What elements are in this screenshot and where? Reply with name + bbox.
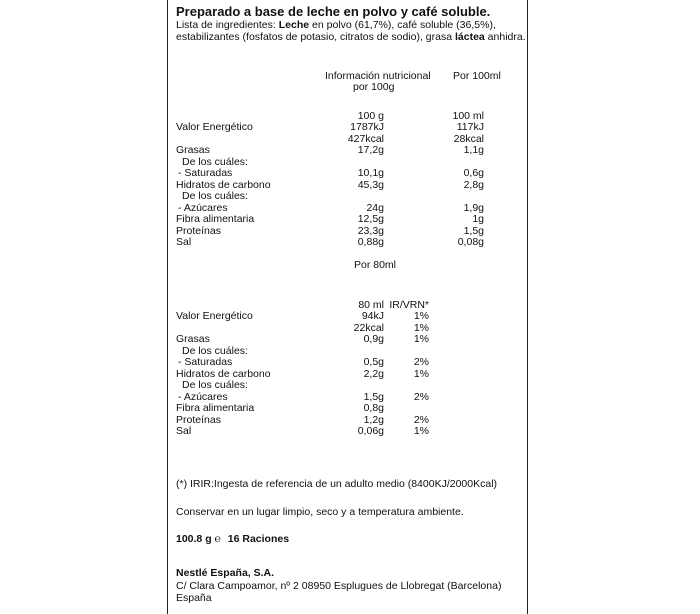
table100-head-info-2: por 100g [353,81,395,93]
table80-row-value-b: 2% [413,356,429,368]
company-address: C/ Clara Campoamor, nº 2 08950 Esplugues de Llobregat (Barcelona) [176,580,502,592]
table100-row-value-b: 1,9g [463,201,484,214]
table80-row-label: De los cuáles: [182,379,248,391]
table100-head-info-1: Información nutricional [325,70,431,82]
table100-row-value-b: 0,08g [457,236,484,248]
table80-row-label: Sal [176,425,192,437]
table100-row-label: De los cuáles: [182,190,248,202]
table100-col-b-header: 100 ml [452,110,484,122]
servings: 16 Raciones [227,533,290,545]
table80-row-value-a: 0,06g [357,425,384,437]
table80-row-value-a: 94kJ [361,310,384,322]
table100-row-label: Sal [176,236,192,248]
table80-row-value-a: 0,5g [363,356,384,368]
ingredient-milk: Leche [278,19,310,31]
table100-row-label: Valor Energético [176,121,253,133]
ingredient-milkfat: láctea [454,31,485,43]
ingredients-line2-b: anhidra. [484,31,526,43]
table100-row-value-a: 427kcal [347,132,384,145]
table100-row-value-a: 24g [366,201,384,214]
company-name: Nestlé España, S.A. [176,567,275,579]
table80-row-value-b: 1% [413,367,429,380]
table100-head-per: Por 100ml [453,70,501,82]
storage-instructions: Conservar en un lugar limpio, seco y a temperatura ambiente. [176,506,464,518]
table100-row-value-a: 1787kJ [350,121,384,133]
table100-row-value-a: 10,1g [357,167,384,179]
table80-row-value-b: 2% [413,413,429,426]
table100-row-value-a: 17,2g [357,144,384,156]
table80-row-value-a: 22kcal [353,321,384,334]
ingredients-mid: en polvo (61,7%), café soluble (36,5%), [309,19,496,31]
table100-row-value-b: 1,1g [463,144,484,156]
table80-row-label: Fibra alimentaria [176,402,255,414]
net-weight: 100.8 g [176,533,212,545]
table100-row-value-b: 2,8g [463,178,484,191]
footnote: (*) IRIR:Ingesta de referencia de un adulto medio (8400KJ/2000Kcal) [176,478,498,490]
table100-row-value-a: 23,3g [357,224,384,237]
table100-row-label: De los cuáles: [182,155,248,168]
table80-row-value-a: 0,8g [363,402,384,414]
table100-row-label: - Azúcares [178,201,228,214]
nutrition-label [167,0,528,614]
table100-row-label: Grasas [176,144,210,156]
table80-col-b-header: IR/VRN* [389,299,429,311]
table80-row-value-b: 2% [413,390,429,403]
ingredients-line-2 [176,31,526,43]
table100-row-value-a: 45,3g [357,178,384,191]
table100-row-value-a: 12,5g [357,213,384,225]
company-country: España [176,592,212,604]
table100-row-value-a: 0,88g [357,236,384,248]
table100-row-value-b: 1,5g [463,224,484,237]
table100-row-value-b: 1g [472,213,484,225]
table100-row-value-b: 117kJ [456,121,484,133]
table80-row-value-b: 1% [413,321,429,334]
table80-row-value-b: 1% [413,333,429,345]
table80-row-value-a: 2,2g [363,367,384,380]
table80-row-label: Proteínas [176,413,221,426]
table100-row-label: Fibra alimentaria [176,213,255,225]
table80-row-label: Valor Energético [176,310,253,322]
table80-row-label: - Saturadas [178,356,233,368]
table80-row-label: De los cuáles: [182,344,248,357]
net-weight-line [176,533,289,545]
table100-row-label: Hidratos de carbono [176,178,271,191]
ingredients-line2-a: estabilizantes (fosfatos de potasio, citratos de sodio), grasa [176,31,455,43]
ingredients-prefix: Lista de ingredientes: [176,19,279,31]
table100-row-label: - Saturadas [178,167,233,179]
table80-row-label: Hidratos de carbono [176,367,271,380]
table80-row-value-a: 1,2g [363,413,384,426]
table80-row-label: - Azúcares [178,390,228,403]
table80-row-value-a: 1,5g [363,390,384,403]
estimated-sign-icon: ℮ [214,533,221,545]
table80-row-label: Grasas [176,333,210,345]
table80-row-value-a: 0,9g [363,333,384,345]
table80-row-value-b: 1% [413,310,429,322]
table80-row-value-b: 1% [413,425,429,437]
ingredients-line-1 [176,19,496,31]
table100-row-label: Proteínas [176,224,221,237]
product-title: Preparado a base de leche en polvo y café soluble. [176,4,491,19]
table100-row-value-b: 0,6g [463,167,484,179]
table80-col-a-header: 80 ml [358,299,384,311]
table100-row-value-b: 28kcal [453,132,484,145]
table80-head: Por 80ml [354,259,397,271]
table100-col-a-header: 100 g [357,110,384,122]
